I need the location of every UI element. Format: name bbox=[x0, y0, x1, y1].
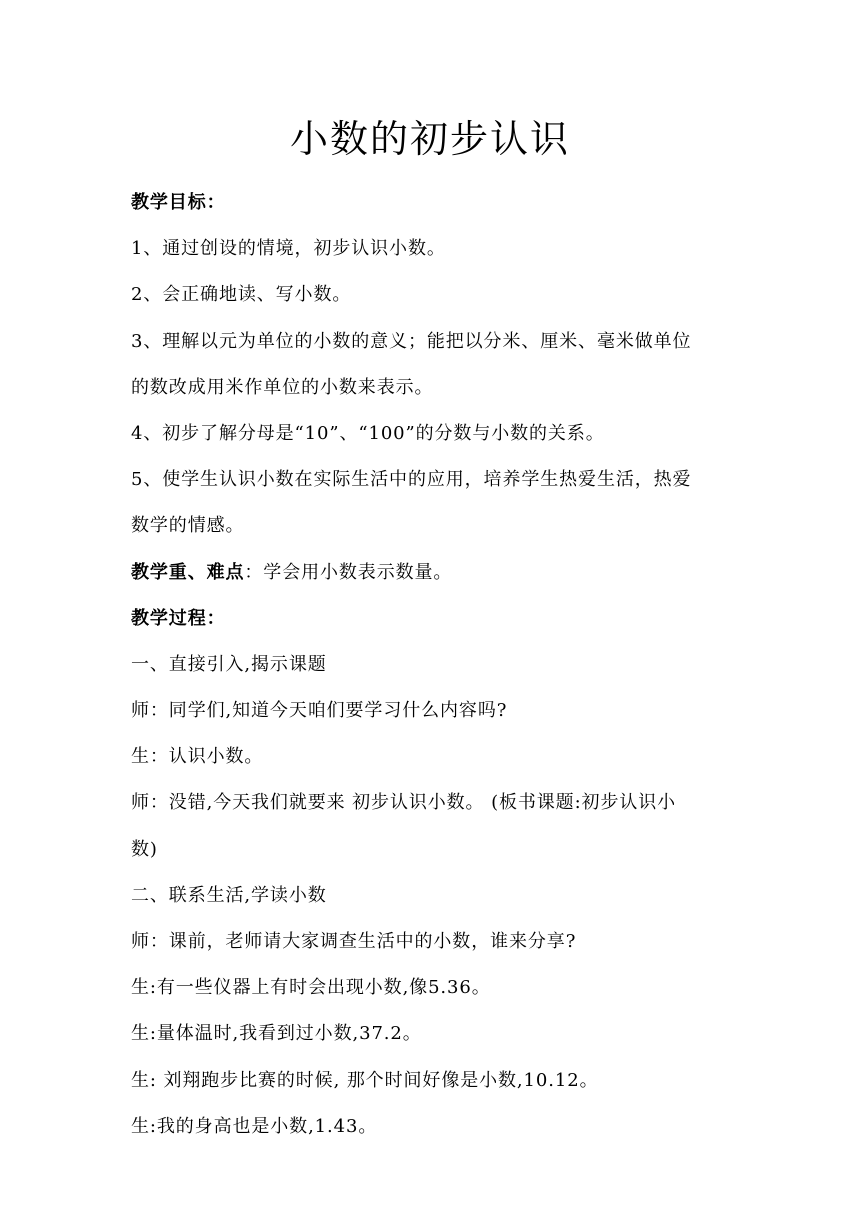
objective-line: 4、初步了解分母是“10”、“100”的分数与小数的关系。 bbox=[131, 422, 605, 444]
key-points-label: 教学重、难点 bbox=[131, 561, 245, 583]
key-points-line bbox=[131, 550, 733, 596]
process-line: 生: 刘翔跑步比赛的时候, 那个时间好像是小数,10.12。 bbox=[131, 1069, 599, 1091]
objective-line: 2、会正确地读、写小数。 bbox=[131, 284, 352, 306]
process-line: 师：同学们,知道今天咱们要学习什么内容吗? bbox=[131, 700, 508, 722]
document-body bbox=[131, 180, 733, 1150]
process-line: 师：没错,今天我们就要来 初步认识小数。 (板书课题:初步认识小 bbox=[131, 792, 677, 814]
objective-line: 3、理解以元为单位的小数的意义；能把以分米、厘米、毫米做单位 bbox=[131, 330, 692, 352]
process-line: 生:有一些仪器上有时会出现小数,像5.36。 bbox=[131, 977, 491, 999]
objective-line: 数学的情感。 bbox=[131, 515, 245, 537]
process-line: 数) bbox=[131, 838, 158, 860]
process-line: 生：认识小数。 bbox=[131, 746, 264, 768]
process-line: 生:量体温时,我看到过小数,37.2。 bbox=[131, 1023, 422, 1045]
process-line: 生:我的身高也是小数,1.43。 bbox=[131, 1115, 378, 1137]
process-line: 一、直接引入,揭示课题 bbox=[131, 653, 327, 675]
document-title: 小数的初步认识 bbox=[289, 117, 570, 161]
process-line: 二、联系生活,学读小数 bbox=[131, 884, 327, 906]
objectives-heading: 教学目标： bbox=[131, 192, 226, 213]
objective-line: 5、使学生认识小数在实际生活中的应用，培养学生热爱生活，热爱 bbox=[131, 469, 692, 491]
process-line: 师：课前，老师请大家调查生活中的小数，谁来分享? bbox=[131, 931, 577, 952]
objective-line: 的数改成用米作单位的小数来表示。 bbox=[131, 376, 434, 398]
key-points-text: ：学会用小数表示数量。 bbox=[244, 561, 453, 583]
process-heading: 教学过程： bbox=[131, 607, 226, 629]
objective-line: 1、通过创设的情境，初步认识小数。 bbox=[131, 238, 446, 260]
